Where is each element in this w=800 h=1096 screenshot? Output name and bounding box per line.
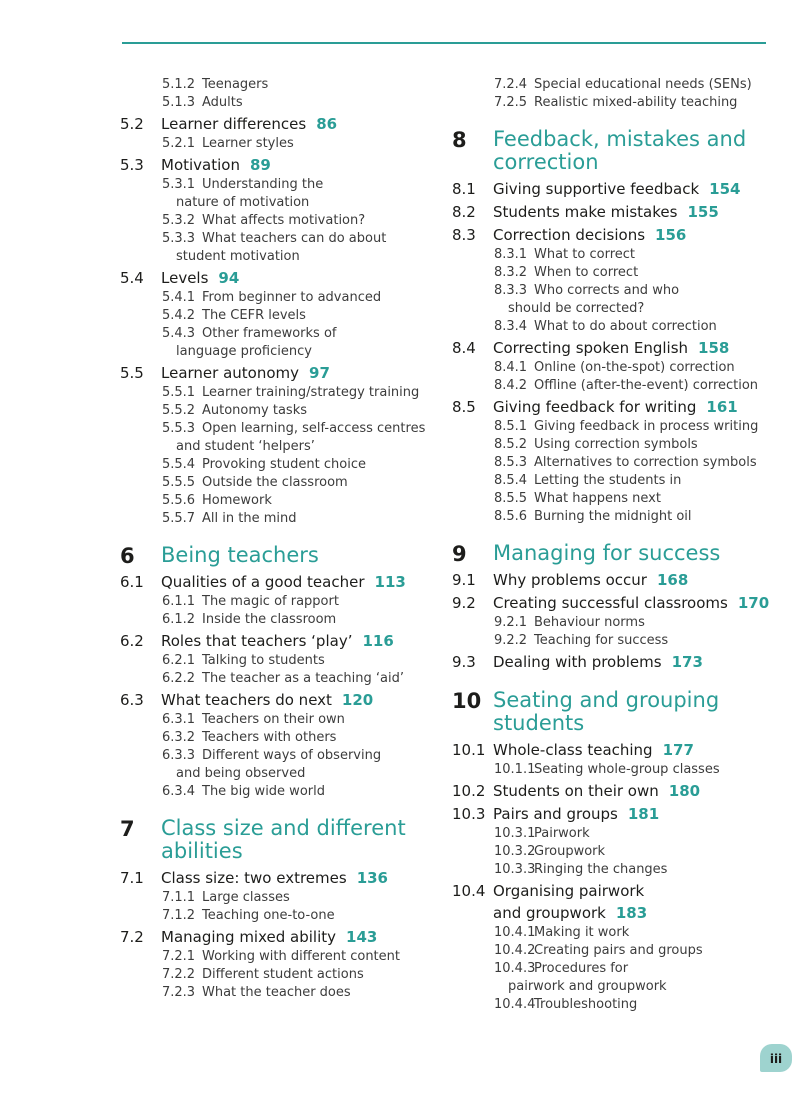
entry-title: Procedures for xyxy=(534,961,629,976)
chapter-title-line: Seating and grouping xyxy=(493,688,720,712)
entry-title: What teachers can do about xyxy=(202,231,387,246)
entry-number: 5.5 xyxy=(120,364,144,382)
entry-number: 5.3 xyxy=(120,156,144,174)
toc-subsection[interactable] xyxy=(120,652,440,670)
toc-subsection[interactable] xyxy=(120,889,440,907)
toc-section[interactable] xyxy=(120,154,440,176)
entry-title: Special educational needs (SENs) xyxy=(534,77,752,92)
entry-title: Learner training/strategy training xyxy=(202,385,420,400)
toc-subsection[interactable] xyxy=(452,942,782,960)
toc-subsection[interactable] xyxy=(120,384,440,402)
toc-subsection[interactable] xyxy=(452,472,782,490)
entry-number: 10.4.3 xyxy=(494,961,536,976)
toc-section[interactable] xyxy=(452,178,782,200)
chapter-heading xyxy=(120,817,440,863)
entry-title: Realistic mixed-ability teaching xyxy=(534,95,738,110)
entry-title: Dealing with problems xyxy=(493,653,662,671)
toc-subsection[interactable] xyxy=(452,436,782,454)
entry-title: What affects motivation? xyxy=(202,213,366,228)
toc-subsection[interactable] xyxy=(120,510,440,528)
entry-title: Groupwork xyxy=(534,844,606,859)
entry-number: 7.2.5 xyxy=(494,95,528,110)
toc-subsection[interactable] xyxy=(452,825,782,843)
entry-title: Pairs and groups xyxy=(493,805,618,823)
chapter-number: 8 xyxy=(452,128,467,152)
entry-title: All in the mind xyxy=(202,511,297,526)
chapter-number: 10 xyxy=(452,689,482,713)
entry-number: 10.4 xyxy=(452,882,486,900)
entry-number: 8.4.2 xyxy=(494,378,528,393)
entry-title: Roles that teachers ‘play’ xyxy=(161,632,353,650)
entry-number: 9.2 xyxy=(452,594,476,612)
entry-number: 6.1.2 xyxy=(162,612,196,627)
entry-title: Alternatives to correction symbols xyxy=(534,455,757,470)
toc-section[interactable] xyxy=(120,689,440,711)
toc-subsection[interactable] xyxy=(120,456,440,474)
entry-number: 7.2.2 xyxy=(162,967,196,982)
entry-number: 8.5 xyxy=(452,398,476,416)
entry-number: 6.3.3 xyxy=(162,748,196,763)
entry-title: What happens next xyxy=(534,491,661,506)
toc-subsection[interactable] xyxy=(452,377,782,395)
entry-title: Students make mistakes xyxy=(493,203,678,221)
page-reference: 155 xyxy=(687,203,719,221)
toc-section[interactable] xyxy=(120,267,440,289)
entry-title: Teachers on their own xyxy=(202,712,345,727)
entry-title: What to correct xyxy=(534,247,635,262)
toc-subsection[interactable] xyxy=(452,246,782,264)
entry-number: 5.1.3 xyxy=(162,95,196,110)
entry-title: Ringing the changes xyxy=(534,862,668,877)
entry-title: Teaching for success xyxy=(534,633,669,648)
page-reference: 136 xyxy=(356,869,388,887)
entry-title: Managing mixed ability xyxy=(161,928,337,946)
entry-number: 7.1.1 xyxy=(162,890,196,905)
entry-number: 10.4.2 xyxy=(494,943,536,958)
entry-title: What teachers do next xyxy=(161,691,332,709)
entry-title: pairwork and groupwork xyxy=(508,979,667,994)
entry-number: 8.1 xyxy=(452,180,476,198)
toc-section[interactable] xyxy=(452,396,782,418)
page-reference: 94 xyxy=(218,269,240,287)
entry-title: Creating pairs and groups xyxy=(534,943,703,958)
toc-subsection[interactable] xyxy=(452,454,782,472)
entry-title: Seating whole-group classes xyxy=(534,762,720,777)
toc-section[interactable] xyxy=(452,224,782,246)
toc-subsection[interactable] xyxy=(120,76,440,94)
entry-number: 6.3.1 xyxy=(162,712,196,727)
toc-section[interactable] xyxy=(452,201,782,223)
entry-title: Autonomy tasks xyxy=(202,403,308,418)
entry-title: Qualities of a good teacher xyxy=(161,573,365,591)
entry-number: 8.4 xyxy=(452,339,476,357)
entry-number: 8.2 xyxy=(452,203,476,221)
entry-number: 5.2.1 xyxy=(162,136,196,151)
entry-title: student motivation xyxy=(176,249,300,264)
entry-title: language proficiency xyxy=(176,344,312,359)
toc-subsection[interactable] xyxy=(452,632,782,650)
page-reference: 113 xyxy=(374,573,406,591)
toc-subsection[interactable] xyxy=(120,135,440,153)
entry-title: Motivation xyxy=(161,156,240,174)
toc-subsection[interactable] xyxy=(452,94,782,112)
entry-number: 5.4.2 xyxy=(162,308,196,323)
entry-number: 10.3.3 xyxy=(494,862,536,877)
entry-title: Troubleshooting xyxy=(534,997,638,1012)
toc-subsection[interactable] xyxy=(120,783,440,801)
entry-number: 10.4.4 xyxy=(494,997,536,1012)
entry-number: 6.1 xyxy=(120,573,144,591)
entry-title: Teaching one-to-one xyxy=(202,908,335,923)
chapter-title-line: Managing for success xyxy=(493,541,721,565)
toc-subsection[interactable] xyxy=(120,670,440,688)
toc-subsection[interactable] xyxy=(452,996,782,1014)
entry-title: The teacher as a teaching ‘aid’ xyxy=(202,671,404,686)
entry-title: Students on their own xyxy=(493,782,659,800)
entry-title: Giving supportive feedback xyxy=(493,180,700,198)
toc-subsection[interactable] xyxy=(120,711,440,729)
page-reference: 158 xyxy=(698,339,730,357)
toc-section[interactable] xyxy=(452,803,782,825)
entry-number: 9.2.1 xyxy=(494,615,528,630)
entry-title: Pairwork xyxy=(534,826,590,841)
page-reference: 154 xyxy=(709,180,741,198)
entry-number: 10.3 xyxy=(452,805,486,823)
entry-number: 7.2.4 xyxy=(494,77,528,92)
toc-subsection[interactable] xyxy=(452,264,782,282)
entry-title: What to do about correction xyxy=(534,319,717,334)
toc-subsection[interactable] xyxy=(452,490,782,508)
toc-subsection[interactable] xyxy=(452,508,782,526)
page-reference: 89 xyxy=(249,156,271,174)
page-reference: 177 xyxy=(662,741,694,759)
toc-left-column xyxy=(120,76,440,1002)
chapter-title-line: Class size and different xyxy=(161,816,406,840)
toc-subsection[interactable] xyxy=(452,861,782,879)
entry-title: Outside the classroom xyxy=(202,475,348,490)
entry-number: 6.2.1 xyxy=(162,653,196,668)
entry-number: 8.5.4 xyxy=(494,473,528,488)
entry-number: 8.3 xyxy=(452,226,476,244)
entry-number: 8.5.1 xyxy=(494,419,528,434)
toc-subsection[interactable] xyxy=(120,907,440,925)
toc-subsection[interactable] xyxy=(120,402,440,420)
entry-title: Learner differences xyxy=(161,115,307,133)
toc-subsection[interactable] xyxy=(120,289,440,307)
entry-title: and being observed xyxy=(176,766,306,781)
toc-subsection[interactable] xyxy=(120,212,440,230)
entry-title: The magic of rapport xyxy=(202,594,339,609)
toc-section[interactable] xyxy=(120,926,440,948)
entry-title: Using correction symbols xyxy=(534,437,698,452)
entry-title: What the teacher does xyxy=(202,985,351,1000)
toc-section[interactable] xyxy=(452,780,782,802)
chapter-number: 7 xyxy=(120,817,135,841)
page-reference: 168 xyxy=(656,571,689,589)
chapter-title-line: students xyxy=(493,711,585,735)
entry-title: Burning the midnight oil xyxy=(534,509,692,524)
toc-section[interactable] xyxy=(452,337,782,359)
entry-title: Why problems occur xyxy=(493,571,647,589)
entry-title: Learner styles xyxy=(202,136,294,151)
toc-subsection[interactable] xyxy=(120,948,440,966)
entry-number: 6.3.2 xyxy=(162,730,196,745)
entry-title: Different student actions xyxy=(202,967,364,982)
entry-number: 8.5.6 xyxy=(494,509,528,524)
entry-number: 6.3 xyxy=(120,691,144,709)
chapter-heading xyxy=(452,542,782,565)
entry-number: 5.3.3 xyxy=(162,231,196,246)
toc-subsection[interactable] xyxy=(120,176,440,212)
entry-title: Learner autonomy xyxy=(161,364,300,382)
toc-subsection[interactable] xyxy=(452,960,782,996)
toc-subsection[interactable] xyxy=(452,282,782,318)
entry-title: Creating successful classrooms xyxy=(493,594,728,612)
toc-section[interactable] xyxy=(120,362,440,384)
entry-number: 10.3.1 xyxy=(494,826,536,841)
entry-number: 7.2.3 xyxy=(162,985,196,1000)
entry-title: Adults xyxy=(202,95,243,110)
toc-subsection[interactable] xyxy=(120,325,440,361)
entry-number: 7.2 xyxy=(120,928,144,946)
entry-title: Giving feedback in process writing xyxy=(534,419,759,434)
entry-title: Who corrects and who xyxy=(534,283,680,298)
chapter-title xyxy=(120,544,440,567)
chapter-title-line: Feedback, mistakes and xyxy=(493,127,747,151)
entry-number: 6.2 xyxy=(120,632,144,650)
toc-subsection[interactable] xyxy=(452,924,782,942)
top-rule xyxy=(122,42,766,44)
chapter-number: 9 xyxy=(452,542,467,566)
entry-title: nature of motivation xyxy=(176,195,310,210)
entry-number: 5.2 xyxy=(120,115,144,133)
toc-subsection[interactable] xyxy=(452,614,782,632)
entry-number: 5.5.7 xyxy=(162,511,196,526)
entry-title: Levels xyxy=(161,269,209,287)
entry-number: 7.2.1 xyxy=(162,949,196,964)
page-reference: 161 xyxy=(706,398,738,416)
page-reference: 183 xyxy=(615,904,648,922)
toc-subsection[interactable] xyxy=(120,747,440,783)
entry-title: Different ways of observing xyxy=(202,748,382,763)
toc-section[interactable] xyxy=(452,739,782,761)
entry-title: Talking to students xyxy=(202,653,325,668)
entry-number: 5.1.2 xyxy=(162,77,196,92)
toc-subsection[interactable] xyxy=(120,593,440,611)
toc-section[interactable] xyxy=(120,867,440,889)
toc-subsection[interactable] xyxy=(120,230,440,266)
entry-number: 5.5.5 xyxy=(162,475,196,490)
toc-section[interactable] xyxy=(452,651,782,673)
entry-number: 10.4.1 xyxy=(494,925,536,940)
toc-subsection[interactable] xyxy=(120,474,440,492)
entry-title: Correction decisions xyxy=(493,226,646,244)
toc-section[interactable] xyxy=(452,880,782,924)
entry-number: 8.4.1 xyxy=(494,360,528,375)
entry-title: Inside the classroom xyxy=(202,612,337,627)
page-reference: 181 xyxy=(627,805,660,823)
entry-title: Giving feedback for writing xyxy=(493,398,697,416)
toc-right-column xyxy=(452,76,782,1014)
entry-number: 5.5.4 xyxy=(162,457,196,472)
entry-title: Teenagers xyxy=(202,77,269,92)
entry-title: Open learning, self-access centres xyxy=(202,421,426,436)
toc-subsection[interactable] xyxy=(452,76,782,94)
entry-number: 8.3.2 xyxy=(494,265,528,280)
entry-number: 7.1 xyxy=(120,869,144,887)
entry-number: 7.1.2 xyxy=(162,908,196,923)
entry-number: 10.3.2 xyxy=(494,844,536,859)
page-reference: 170 xyxy=(737,594,770,612)
entry-title: The CEFR levels xyxy=(202,308,306,323)
toc-subsection[interactable] xyxy=(120,729,440,747)
entry-number: 5.5.3 xyxy=(162,421,196,436)
chapter-number: 6 xyxy=(120,544,135,568)
page-reference: 143 xyxy=(346,928,378,946)
toc-section[interactable] xyxy=(120,630,440,652)
toc-section[interactable] xyxy=(120,113,440,135)
page-reference: 180 xyxy=(668,782,701,800)
toc-subsection[interactable] xyxy=(120,611,440,629)
entry-title: Other frameworks of xyxy=(202,326,337,341)
chapter-heading xyxy=(452,689,782,735)
entry-number: 5.4.3 xyxy=(162,326,196,341)
entry-title: From beginner to advanced xyxy=(202,290,382,305)
toc-section[interactable] xyxy=(120,571,440,593)
entry-number: 10.2 xyxy=(452,782,486,800)
entry-title: Understanding the xyxy=(202,177,324,192)
toc-subsection[interactable] xyxy=(120,94,440,112)
page-reference: 97 xyxy=(309,364,330,382)
entry-title: Online (on-the-spot) correction xyxy=(534,360,735,375)
entry-title: When to correct xyxy=(534,265,639,280)
entry-number: 8.5.5 xyxy=(494,491,528,506)
toc-subsection[interactable] xyxy=(452,418,782,436)
entry-title: The big wide world xyxy=(202,784,325,799)
page-reference: 86 xyxy=(316,115,338,133)
toc-subsection[interactable] xyxy=(120,492,440,510)
entry-number: 8.5.2 xyxy=(494,437,528,452)
entry-title: Whole-class teaching xyxy=(493,741,653,759)
toc-section[interactable] xyxy=(452,569,782,591)
page-reference: 156 xyxy=(655,226,687,244)
chapter-title-line: abilities xyxy=(161,839,243,863)
chapter-title xyxy=(452,689,782,735)
chapter-title xyxy=(452,128,782,174)
chapter-title-line: correction xyxy=(493,150,599,174)
entry-number: 6.2.2 xyxy=(162,671,196,686)
entry-number: 5.5.1 xyxy=(162,385,196,400)
chapter-title xyxy=(120,817,440,863)
entry-number: 10.1.1 xyxy=(494,762,536,777)
entry-number: 5.4.1 xyxy=(162,290,196,305)
entry-title: Letting the students in xyxy=(534,473,682,488)
page-reference: 120 xyxy=(341,691,374,709)
entry-number: 8.3.1 xyxy=(494,247,528,262)
page-number-tab: iii xyxy=(760,1044,792,1072)
entry-number: 10.1 xyxy=(452,741,486,759)
chapter-heading xyxy=(452,128,782,174)
entry-title: Homework xyxy=(202,493,272,508)
entry-title: Behaviour norms xyxy=(534,615,645,630)
toc-section[interactable] xyxy=(452,592,782,614)
entry-number: 5.3.1 xyxy=(162,177,196,192)
entry-title: Organising pairwork xyxy=(493,882,645,900)
entry-title: Making it work xyxy=(534,925,630,940)
entry-title: Provoking student choice xyxy=(202,457,366,472)
chapter-title-line: Being teachers xyxy=(161,543,319,567)
entry-title: Offline (after-the-event) correction xyxy=(534,378,759,393)
toc-subsection[interactable] xyxy=(452,843,782,861)
toc-subsection[interactable] xyxy=(120,307,440,325)
entry-number: 8.5.3 xyxy=(494,455,528,470)
entry-title: Correcting spoken English xyxy=(493,339,689,357)
entry-number: 5.4 xyxy=(120,269,144,287)
entry-title: should be corrected? xyxy=(508,301,645,316)
entry-title: Large classes xyxy=(202,890,290,905)
entry-number: 9.1 xyxy=(452,571,476,589)
entry-number: 8.3.4 xyxy=(494,319,528,334)
toc-subsection[interactable] xyxy=(452,318,782,336)
toc-subsection[interactable] xyxy=(120,420,440,456)
page-reference: 173 xyxy=(671,653,703,671)
toc-subsection[interactable] xyxy=(452,761,782,779)
entry-title: Working with different content xyxy=(202,949,400,964)
entry-number: 5.3.2 xyxy=(162,213,196,228)
toc-subsection[interactable] xyxy=(120,984,440,1002)
entry-number: 9.2.2 xyxy=(494,633,528,648)
entry-number: 6.3.4 xyxy=(162,784,196,799)
entry-number: 9.3 xyxy=(452,653,476,671)
toc-subsection[interactable] xyxy=(120,966,440,984)
entry-number: 5.5.2 xyxy=(162,403,196,418)
chapter-heading xyxy=(120,544,440,567)
entry-title: and groupwork xyxy=(493,904,606,922)
chapter-title xyxy=(452,542,782,565)
toc-subsection[interactable] xyxy=(452,359,782,377)
entry-title: Teachers with others xyxy=(202,730,337,745)
entry-number: 5.5.6 xyxy=(162,493,196,508)
entry-title: and student ‘helpers’ xyxy=(176,439,315,454)
entry-number: 8.3.3 xyxy=(494,283,528,298)
page-reference: 116 xyxy=(362,632,394,650)
entry-number: 6.1.1 xyxy=(162,594,196,609)
entry-title: Class size: two extremes xyxy=(161,869,347,887)
